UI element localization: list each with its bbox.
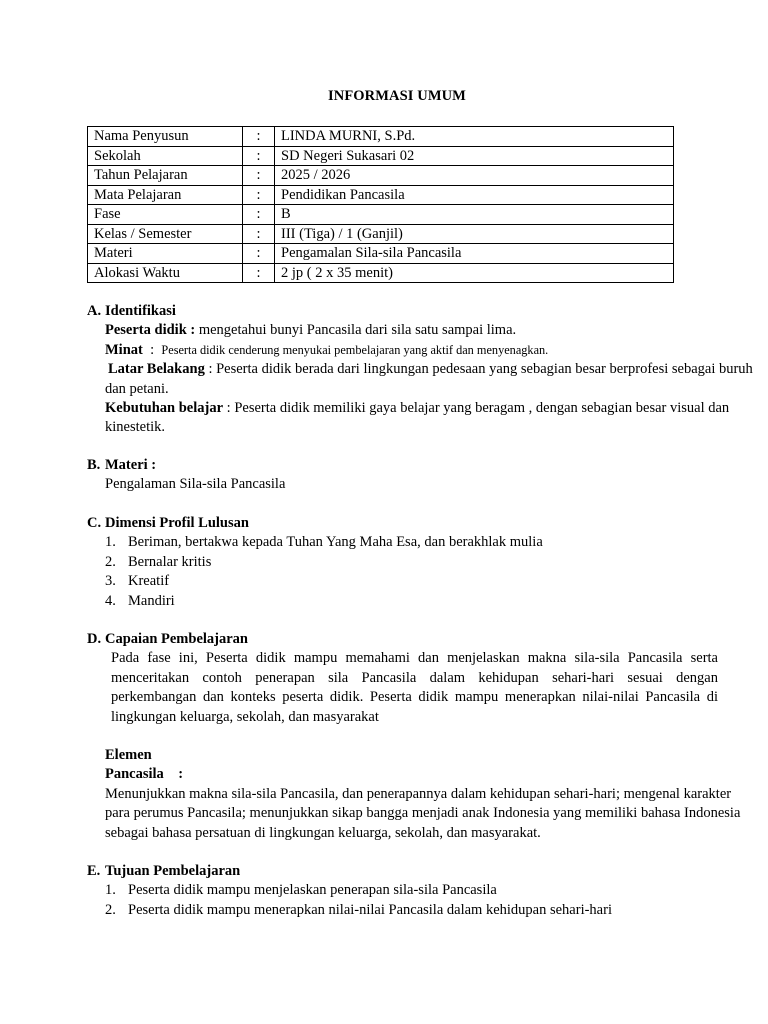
minat-label: Minat (105, 341, 143, 358)
section-title: Tujuan Pembelajaran (105, 863, 241, 879)
list-number: 1. (105, 534, 116, 551)
section-heading (87, 514, 757, 533)
minat-separator: : (142, 341, 162, 358)
kebutuhan-text: : Peserta didik memiliki gaya belajar yang beragam , dengan sebagian besar visual dan kinestetik. (105, 400, 730, 436)
section-letter: B. (87, 457, 101, 473)
section-materi (87, 456, 757, 495)
peserta-label: Peserta didik : (105, 322, 196, 339)
tujuan-list (87, 881, 757, 920)
row-separator: : (243, 244, 275, 264)
list-text: Peserta didik mampu menjelaskan penerapan sila-sila Pancasila (128, 882, 497, 899)
section-heading (87, 302, 757, 321)
latar-belakang-line (87, 360, 757, 399)
row-label: Nama Penyusun (88, 127, 243, 147)
list-item (105, 592, 757, 611)
row-value: III (Tiga) / 1 (Ganjil) (275, 224, 674, 244)
list-item (105, 572, 757, 591)
section-capaian (87, 630, 757, 843)
table-row (88, 185, 674, 205)
table-row (88, 127, 674, 147)
row-value: Pendidikan Pancasila (275, 185, 674, 205)
row-label: Tahun Pelajaran (88, 166, 243, 186)
section-letter: C. (87, 515, 102, 531)
list-item (105, 553, 757, 572)
table-row (88, 166, 674, 186)
row-label: Fase (88, 205, 243, 225)
list-text: Bernalar kritis (128, 553, 212, 570)
table-row (88, 244, 674, 264)
section-identifikasi (87, 302, 757, 438)
row-value: B (275, 205, 674, 225)
materi-text: Pengalaman Sila-sila Pancasila (105, 476, 286, 493)
section-letter: D. (87, 631, 102, 647)
row-value: 2025 / 2026 (275, 166, 674, 186)
section-title: Capaian Pembelajaran (105, 631, 248, 647)
list-number: 1. (105, 882, 116, 899)
minat-line (87, 341, 757, 360)
row-value: 2 jp ( 2 x 35 menit) (275, 263, 674, 283)
row-separator: : (243, 224, 275, 244)
row-separator: : (243, 263, 275, 283)
table-row (88, 146, 674, 166)
row-label: Materi (88, 244, 243, 264)
row-label: Alokasi Waktu (88, 263, 243, 283)
list-number: 2. (105, 901, 116, 918)
spacer (87, 727, 757, 746)
section-title: Identifikasi (105, 303, 176, 319)
row-separator: : (243, 185, 275, 205)
kebutuhan-belajar-line (87, 399, 757, 438)
row-label: Sekolah (88, 146, 243, 166)
minat-text: Peserta didik cenderung menyukai pembelajaran yang aktif dan menyenagkan. (161, 342, 549, 357)
section-letter: E. (87, 863, 101, 879)
list-text: Kreatif (128, 573, 170, 590)
section-tujuan (87, 862, 757, 920)
row-separator: : (243, 146, 275, 166)
peserta-text: mengetahui bunyi Pancasila dari sila satu sampai lima. (195, 322, 517, 339)
latar-text: : Peserta didik berada dari lingkungan pedesaan yang sebagian besar berprofesi sebagai buruh dan petani. (105, 361, 753, 397)
list-item (105, 901, 757, 920)
section-dimensi-profil (87, 514, 757, 611)
row-label: Kelas / Semester (88, 224, 243, 244)
list-item (105, 881, 757, 900)
list-number: 2. (105, 553, 116, 570)
elemen-label: Elemen (105, 747, 152, 764)
row-separator: : (243, 127, 275, 147)
row-separator: : (243, 166, 275, 186)
table-row (88, 224, 674, 244)
section-heading (87, 456, 757, 475)
row-value: LINDA MURNI, S.Pd. (275, 127, 674, 147)
list-number: 4. (105, 592, 116, 609)
dimensi-list (87, 533, 757, 611)
row-label: Mata Pelajaran (88, 185, 243, 205)
section-letter: A. (87, 303, 102, 319)
list-text: Mandiri (128, 592, 175, 609)
general-info-table (87, 126, 674, 283)
section-title: Dimensi Profil Lulusan (105, 515, 249, 531)
list-number: 3. (105, 573, 116, 590)
section-heading (87, 630, 757, 649)
latar-label: Latar Belakang (108, 361, 205, 378)
section-heading (87, 862, 757, 881)
document-title: INFORMASI UMUM (328, 88, 466, 104)
list-text: Peserta didik mampu menerapkan nilai-nilai Pancasila dalam kehidupan sehari-hari (128, 901, 612, 918)
list-item (105, 533, 757, 552)
row-separator: : (243, 205, 275, 225)
pancasila-label: Pancasila : (105, 766, 184, 783)
kebutuhan-label: Kebutuhan belajar (105, 400, 224, 417)
peserta-didik-line (87, 321, 757, 340)
section-title: Materi : (105, 457, 157, 473)
row-value: SD Negeri Sukasari 02 (275, 146, 674, 166)
row-value: Pengamalan Sila-sila Pancasila (275, 244, 674, 264)
table-row (88, 263, 674, 283)
elemen-text: Menunjukkan makna sila-sila Pancasila, dan penerapannya dalam kehidupan sehari-hari; mengenal karakter para perumus Pancasila; menunjukkan sikap bangga menjadi anak Indonesia yang memiliki bahasa Indonesia sebagai bahasa persatuan di lingkungan keluarga, sekolah, dan masyarakat. (105, 785, 741, 841)
table-row (88, 205, 674, 225)
capaian-text: Pada fase ini, Peserta didik mampu memahami dan menjelaskan makna sila-sila Pancasila serta menceritakan contoh penerapan sila Pancasila dalam kehidupan sehari-hari sesuai dengan perkembangan dan konteks peserta didik. Peserta didik mampu menerapkan nilai-nilai Pancasila di lingkungan keluarga, sekolah, dan masyarakat (111, 650, 718, 725)
list-text: Beriman, bertakwa kepada Tuhan Yang Maha Esa, dan berakhlak mulia (128, 534, 543, 551)
